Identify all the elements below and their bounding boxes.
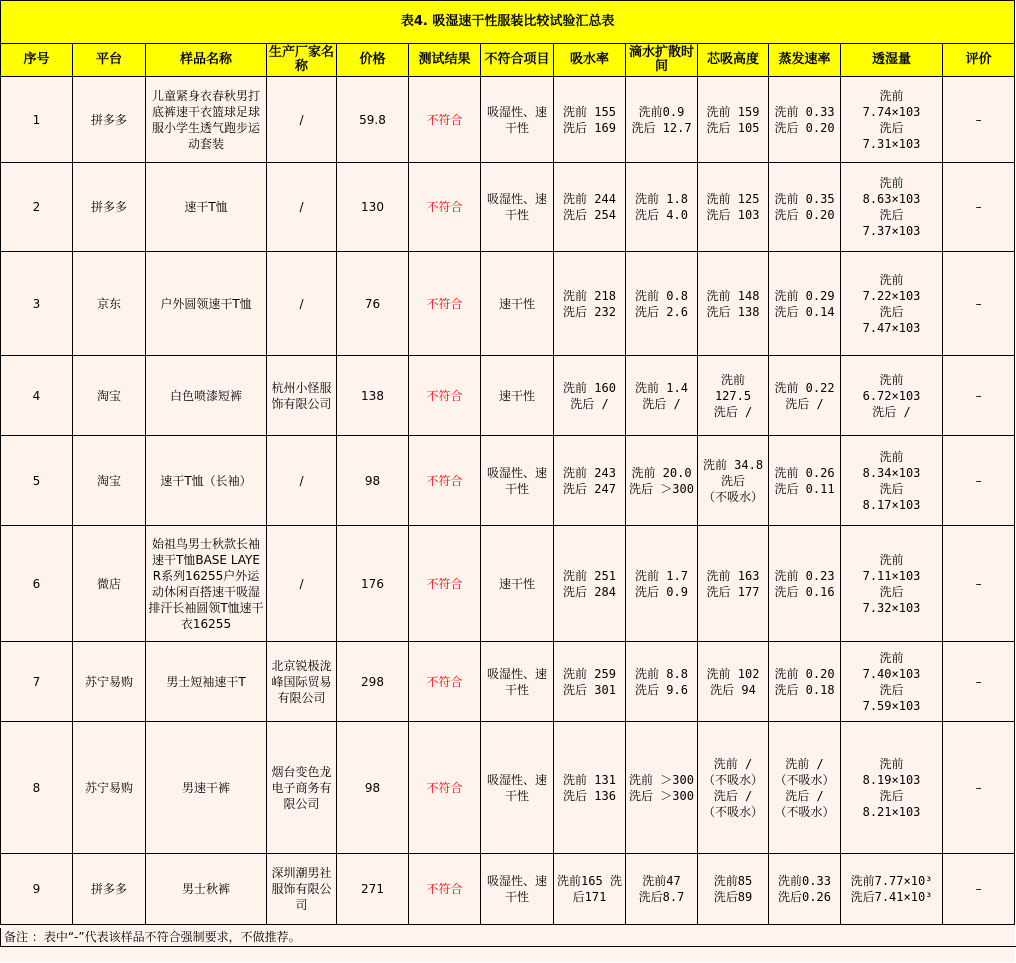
header-row (1, 44, 1015, 77)
cell-evap: 洗前0.33 洗后0.26 (769, 854, 841, 925)
cell-name: 男速干裤 (146, 722, 267, 854)
cell-absorb: 洗前 218 洗后 232 (554, 252, 626, 356)
cell-price: 98 (337, 722, 409, 854)
cell-price: 271 (337, 854, 409, 925)
cell-platform: 京东 (73, 252, 146, 356)
cell-absorb: 洗前 244 洗后 254 (554, 163, 626, 252)
table-title: 表4. 吸湿速干性服装比较试验汇总表 (1, 1, 1015, 44)
cell-maker: / (267, 436, 337, 526)
cell-evap: 洗前 0.23 洗后 0.16 (769, 526, 841, 642)
cell-items: 速干性 (481, 252, 554, 356)
cell-platform: 苏宁易购 (73, 722, 146, 854)
cell-eval: – (943, 77, 1015, 163)
cell-result: 不符合 (409, 163, 481, 252)
cell-no: 3 (1, 252, 73, 356)
column-header: 滴水扩散时间 (626, 44, 698, 77)
column-header: 蒸发速率 (769, 44, 841, 77)
column-header: 测试结果 (409, 44, 481, 77)
cell-platform: 苏宁易购 (73, 642, 146, 722)
cell-platform: 淘宝 (73, 356, 146, 436)
cell-result: 不符合 (409, 526, 481, 642)
cell-perm: 洗前 7.22×103 洗后 7.47×103 (841, 252, 943, 356)
cell-result: 不符合 (409, 356, 481, 436)
column-header: 芯吸高度 (698, 44, 769, 77)
cell-evap: 洗前 / （不吸水） 洗后 / （不吸水） (769, 722, 841, 854)
cell-no: 7 (1, 642, 73, 722)
cell-items: 吸湿性、速干性 (481, 854, 554, 925)
column-header: 样品名称 (146, 44, 267, 77)
cell-absorb: 洗前165 洗后171 (554, 854, 626, 925)
cell-eval: – (943, 356, 1015, 436)
table-row (1, 722, 1015, 854)
cell-perm: 洗前 7.40×103 洗后 7.59×103 (841, 642, 943, 722)
cell-price: 176 (337, 526, 409, 642)
cell-perm: 洗前 8.63×103 洗后 7.37×103 (841, 163, 943, 252)
cell-perm: 洗前 6.72×103 洗后 / (841, 356, 943, 436)
cell-absorb: 洗前 251 洗后 284 (554, 526, 626, 642)
cell-wick: 洗前 127.5 洗后 / (698, 356, 769, 436)
cell-perm: 洗前 8.19×103 洗后 8.21×103 (841, 722, 943, 854)
cell-maker: / (267, 252, 337, 356)
cell-perm: 洗前 7.74×103 洗后 7.31×103 (841, 77, 943, 163)
note: 备注 ：表中“-”代表该样品不符合强制要求，不做推荐。 (0, 928, 1016, 947)
cell-diffuse: 洗前0.9 洗后 12.7 (626, 77, 698, 163)
cell-maker: 杭州小怪服饰有限公司 (267, 356, 337, 436)
cell-price: 76 (337, 252, 409, 356)
cell-platform: 拼多多 (73, 163, 146, 252)
cell-eval: – (943, 642, 1015, 722)
cell-maker: 烟台变色龙电子商务有限公司 (267, 722, 337, 854)
cell-absorb: 洗前 160 洗后 / (554, 356, 626, 436)
cell-eval: – (943, 436, 1015, 526)
column-header: 平台 (73, 44, 146, 77)
cell-wick: 洗前 148 洗后 138 (698, 252, 769, 356)
cell-evap: 洗前 0.22 洗后 / (769, 356, 841, 436)
cell-diffuse: 洗前 8.8 洗后 9.6 (626, 642, 698, 722)
cell-items: 吸湿性、速干性 (481, 642, 554, 722)
cell-result: 不符合 (409, 436, 481, 526)
cell-result: 不符合 (409, 642, 481, 722)
cell-result: 不符合 (409, 252, 481, 356)
cell-items: 吸湿性、速干性 (481, 77, 554, 163)
cell-items: 速干性 (481, 526, 554, 642)
cell-wick: 洗前 102 洗后 94 (698, 642, 769, 722)
cell-diffuse: 洗前 ＞300 洗后 ＞300 (626, 722, 698, 854)
cell-perm: 洗前 7.11×103 洗后 7.32×103 (841, 526, 943, 642)
column-header: 吸水率 (554, 44, 626, 77)
column-header: 序号 (1, 44, 73, 77)
cell-price: 130 (337, 163, 409, 252)
cell-wick: 洗前 34.8 洗后 （不吸水） (698, 436, 769, 526)
cell-maker: 北京锐极泷峰国际贸易有限公司 (267, 642, 337, 722)
cell-maker: / (267, 77, 337, 163)
column-header: 评价 (943, 44, 1015, 77)
cell-name: 男士短袖速干T (146, 642, 267, 722)
table-row (1, 436, 1015, 526)
cell-items: 吸湿性、速干性 (481, 722, 554, 854)
cell-diffuse: 洗前 1.7 洗后 0.9 (626, 526, 698, 642)
cell-diffuse: 洗前 20.0 洗后 ＞300 (626, 436, 698, 526)
cell-diffuse: 洗前 1.8 洗后 4.0 (626, 163, 698, 252)
cell-perm: 洗前 8.34×103 洗后 8.17×103 (841, 436, 943, 526)
cell-maker: / (267, 163, 337, 252)
cell-items: 速干性 (481, 356, 554, 436)
cell-wick: 洗前 / （不吸水） 洗后 / （不吸水） (698, 722, 769, 854)
cell-result: 不符合 (409, 77, 481, 163)
cell-price: 138 (337, 356, 409, 436)
cell-wick: 洗前 163 洗后 177 (698, 526, 769, 642)
cell-absorb: 洗前 155 洗后 169 (554, 77, 626, 163)
cell-wick: 洗前 125 洗后 103 (698, 163, 769, 252)
cell-no: 9 (1, 854, 73, 925)
cell-evap: 洗前 0.33 洗后 0.20 (769, 77, 841, 163)
cell-name: 始祖鸟男士秋款长袖速干T恤BASE LAYER系列16255户外运动休闲百搭速干吸湿排汗长袖圆领T恤速干衣16255 (146, 526, 267, 642)
column-header: 价格 (337, 44, 409, 77)
cell-eval: – (943, 526, 1015, 642)
cell-price: 98 (337, 436, 409, 526)
table-row (1, 356, 1015, 436)
cell-name: 男士秋裤 (146, 854, 267, 925)
cell-platform: 拼多多 (73, 77, 146, 163)
cell-absorb: 洗前 243 洗后 247 (554, 436, 626, 526)
cell-eval: – (943, 854, 1015, 925)
cell-no: 8 (1, 722, 73, 854)
cell-no: 4 (1, 356, 73, 436)
table-row (1, 642, 1015, 722)
cell-absorb: 洗前 131 洗后 136 (554, 722, 626, 854)
cell-items: 吸湿性、速干性 (481, 163, 554, 252)
table-row (1, 163, 1015, 252)
cell-platform: 淘宝 (73, 436, 146, 526)
column-header: 不符合项目 (481, 44, 554, 77)
cell-no: 1 (1, 77, 73, 163)
cell-name: 户外圆领速干T恤 (146, 252, 267, 356)
cell-name: 速干T恤（长袖） (146, 436, 267, 526)
cell-wick: 洗前85 洗后89 (698, 854, 769, 925)
table-row (1, 252, 1015, 356)
cell-eval: – (943, 252, 1015, 356)
cell-no: 5 (1, 436, 73, 526)
cell-diffuse: 洗前 1.4 洗后 / (626, 356, 698, 436)
cell-absorb: 洗前 259 洗后 301 (554, 642, 626, 722)
cell-no: 2 (1, 163, 73, 252)
cell-diffuse: 洗前47 洗后8.7 (626, 854, 698, 925)
cell-maker: 深圳潮男社服饰有限公司 (267, 854, 337, 925)
cell-platform: 微店 (73, 526, 146, 642)
cell-result: 不符合 (409, 722, 481, 854)
cell-price: 59.8 (337, 77, 409, 163)
cell-result: 不符合 (409, 854, 481, 925)
cell-diffuse: 洗前 0.8 洗后 2.6 (626, 252, 698, 356)
cell-name: 儿童紧身衣春秋男打底裤速干衣篮球足球服小学生透气跑步运动套装 (146, 77, 267, 163)
cell-price: 298 (337, 642, 409, 722)
table-row (1, 854, 1015, 925)
cell-platform: 拼多多 (73, 854, 146, 925)
cell-name: 白色喷漆短裤 (146, 356, 267, 436)
cell-evap: 洗前 0.20 洗后 0.18 (769, 642, 841, 722)
title-row (1, 1, 1015, 44)
table-row (1, 77, 1015, 163)
cell-wick: 洗前 159 洗后 105 (698, 77, 769, 163)
cell-eval: – (943, 163, 1015, 252)
cell-evap: 洗前 0.35 洗后 0.20 (769, 163, 841, 252)
cell-name: 速干T恤 (146, 163, 267, 252)
cell-maker: / (267, 526, 337, 642)
cell-eval: – (943, 722, 1015, 854)
cell-no: 6 (1, 526, 73, 642)
cell-perm: 洗前7.77×10³ 洗后7.41×10³ (841, 854, 943, 925)
column-header: 透湿量 (841, 44, 943, 77)
cell-evap: 洗前 0.29 洗后 0.14 (769, 252, 841, 356)
cell-evap: 洗前 0.26 洗后 0.11 (769, 436, 841, 526)
cell-items: 吸湿性、速干性 (481, 436, 554, 526)
column-header: 生产厂家名称 (267, 44, 337, 77)
table-row (1, 526, 1015, 642)
